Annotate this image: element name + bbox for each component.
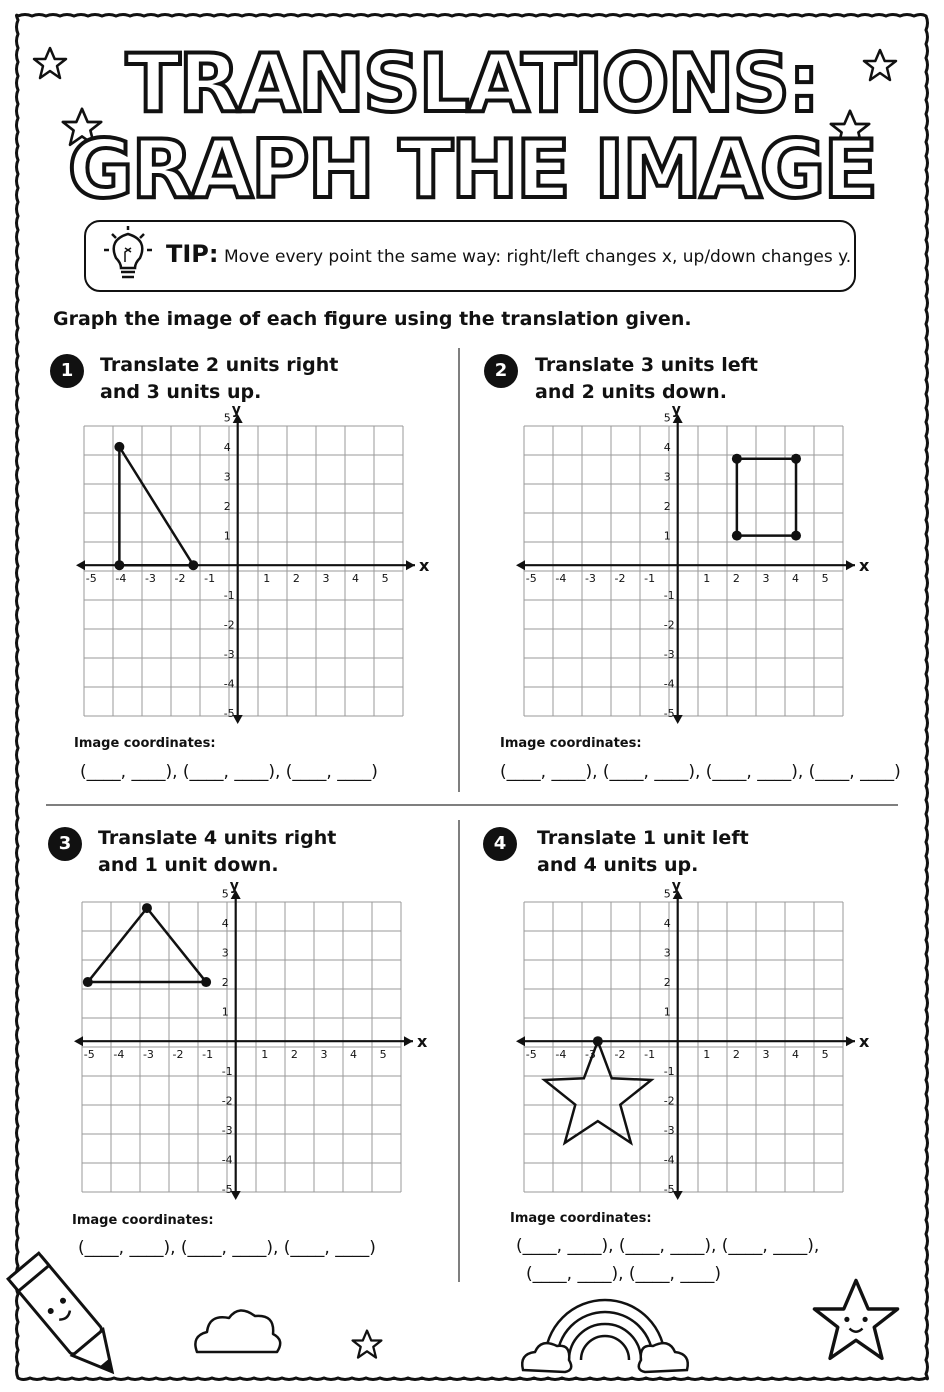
y-axis-label: y xyxy=(671,404,681,418)
problem-4-instruction xyxy=(537,825,749,879)
smiling-star-icon xyxy=(814,1280,897,1358)
x-tick-label: -1 xyxy=(644,1048,656,1062)
y-tick-label: 4 xyxy=(223,440,231,454)
x-tick-label: 4 xyxy=(350,1048,358,1062)
x-tick-label: 5 xyxy=(379,1048,387,1062)
problem-2-answer-line-1[interactable]: (____, ____), (____, ____), (____, ____), (____, ____) xyxy=(500,762,901,782)
vertex-point[interactable] xyxy=(201,977,211,987)
grid-lines xyxy=(524,902,843,1192)
vertex-point[interactable] xyxy=(142,903,152,913)
tip-text: Move every point the same way: right/left changes x, up/down changes y. xyxy=(224,247,852,267)
x-tick-label: 1 xyxy=(263,572,271,586)
problem-3-grid[interactable] xyxy=(70,880,432,1208)
problem-1-coord-label: Image coordinates: xyxy=(74,736,216,751)
problem-1-line-2: and 3 units up. xyxy=(100,381,262,403)
y-tick-label: -4 xyxy=(221,1153,233,1167)
x-tick-label: 4 xyxy=(792,572,800,586)
cloud-icon xyxy=(195,1310,280,1352)
y-tick-label: 4 xyxy=(663,440,671,454)
x-tick-label: -3 xyxy=(142,1048,154,1062)
problem-1-line-1: Translate 2 units right xyxy=(100,354,339,376)
problem-2-grid[interactable] xyxy=(512,404,874,732)
problem-3-line-1: Translate 4 units right xyxy=(98,827,337,849)
problem-3-line-2: and 1 unit down. xyxy=(98,854,279,876)
tip-label: TIP: xyxy=(166,240,219,268)
y-axis-label: y xyxy=(671,880,681,894)
y-axis-label: y xyxy=(231,404,241,418)
problem-4-answer-line-2[interactable]: (____, ____), (____, ____) xyxy=(526,1264,721,1284)
y-tick-label: -5 xyxy=(221,1183,233,1197)
x-tick-label: 2 xyxy=(292,572,300,586)
x-axis-arrow-left xyxy=(76,560,85,570)
y-tick-label: -5 xyxy=(223,707,235,721)
vertex-point[interactable] xyxy=(114,442,124,452)
pencil-icon xyxy=(8,1253,127,1384)
y-tick-label: -1 xyxy=(223,588,235,602)
y-tick-label: 3 xyxy=(663,470,671,484)
y-tick-label: 5 xyxy=(663,411,671,425)
vertex-point[interactable] xyxy=(732,454,742,464)
x-tick-label: 3 xyxy=(762,1048,770,1062)
x-axis-arrow-left xyxy=(516,560,525,570)
grid-lines xyxy=(82,902,401,1192)
x-axis-arrow xyxy=(404,1036,413,1046)
x-tick-label: -2 xyxy=(614,572,626,586)
y-tick-label: -5 xyxy=(663,707,675,721)
y-tick-label: 5 xyxy=(221,887,229,901)
x-tick-label: 3 xyxy=(322,572,330,586)
x-tick-label: 2 xyxy=(290,1048,298,1062)
problem-3-answer-line-1[interactable]: (____, ____), (____, ____), (____, ____) xyxy=(78,1238,376,1258)
y-tick-label: 1 xyxy=(221,1005,229,1019)
vertex-point[interactable] xyxy=(732,531,742,541)
x-tick-label: 2 xyxy=(732,572,740,586)
x-axis-arrow xyxy=(846,1036,855,1046)
title-line-1: TRANSLATIONS: xyxy=(125,37,819,130)
problem-2-line-1: Translate 3 units left xyxy=(535,354,758,376)
y-tick-label: -3 xyxy=(663,647,675,661)
problem-4-number: 4 xyxy=(483,827,517,861)
x-tick-label: -2 xyxy=(172,1048,184,1062)
x-tick-label: -1 xyxy=(204,572,216,586)
y-tick-label: -4 xyxy=(663,677,675,691)
x-tick-label: 2 xyxy=(732,1048,740,1062)
x-axis-label: x xyxy=(859,1032,870,1052)
x-tick-label: 1 xyxy=(261,1048,269,1062)
y-tick-label: 5 xyxy=(663,887,671,901)
x-axis-label: x xyxy=(419,556,430,576)
y-tick-label: -3 xyxy=(663,1123,675,1137)
y-tick-label: 5 xyxy=(223,411,231,425)
y-tick-label: -5 xyxy=(663,1183,675,1197)
x-axis-arrow xyxy=(846,560,855,570)
y-tick-label: -4 xyxy=(223,677,235,691)
x-tick-label: -5 xyxy=(525,572,537,586)
star-icon xyxy=(353,1331,382,1358)
x-tick-label: -5 xyxy=(83,1048,95,1062)
problem-1-answer-line-1[interactable]: (____, ____), (____, ____), (____, ____) xyxy=(80,762,378,782)
x-tick-label: -3 xyxy=(584,572,596,586)
y-tick-label: 3 xyxy=(223,470,231,484)
x-tick-label: -4 xyxy=(113,1048,125,1062)
y-tick-label: -3 xyxy=(221,1123,233,1137)
y-tick-label: -2 xyxy=(663,618,675,632)
x-axis-arrow-left xyxy=(516,1036,525,1046)
x-tick-label: 4 xyxy=(792,1048,800,1062)
x-tick-label: -2 xyxy=(174,572,186,586)
problem-1-grid[interactable] xyxy=(72,404,434,732)
y-tick-label: 1 xyxy=(663,529,671,543)
title-line-2: GRAPH THE IMAGE xyxy=(67,123,877,216)
x-axis-label: x xyxy=(417,1032,428,1052)
x-tick-label: 5 xyxy=(381,572,389,586)
y-tick-label: 2 xyxy=(221,976,229,990)
rainbow-icon xyxy=(522,1300,688,1372)
vertex-point[interactable] xyxy=(791,454,801,464)
vertex-point[interactable] xyxy=(114,560,124,570)
x-tick-label: -1 xyxy=(202,1048,214,1062)
x-tick-label: -4 xyxy=(555,1048,567,1062)
x-tick-label: -3 xyxy=(584,1048,596,1062)
y-tick-label: -3 xyxy=(223,647,235,661)
y-tick-label: -2 xyxy=(223,618,235,632)
problem-1-number: 1 xyxy=(50,354,84,388)
grid-lines xyxy=(84,426,403,716)
x-tick-label: -4 xyxy=(555,572,567,586)
x-tick-label: -4 xyxy=(115,572,127,586)
x-axis-arrow-left xyxy=(74,1036,83,1046)
problem-2-number: 2 xyxy=(484,354,518,388)
y-tick-label: -1 xyxy=(221,1064,233,1078)
problem-4-coord-label: Image coordinates: xyxy=(510,1211,652,1226)
triangle-shape xyxy=(119,447,193,565)
vertex-point[interactable] xyxy=(188,560,198,570)
x-tick-label: -5 xyxy=(525,1048,537,1062)
y-axis-label: y xyxy=(229,880,239,894)
y-tick-label: 2 xyxy=(663,976,671,990)
x-tick-label: -1 xyxy=(644,572,656,586)
triangle-shape xyxy=(88,908,206,982)
problem-3-coord-label: Image coordinates: xyxy=(72,1213,214,1228)
x-tick-label: 1 xyxy=(703,1048,711,1062)
y-tick-label: 2 xyxy=(663,500,671,514)
problem-3-number: 3 xyxy=(48,827,82,861)
y-tick-label: 4 xyxy=(221,916,229,930)
problem-2-coord-label: Image coordinates: xyxy=(500,736,642,751)
y-tick-label: -4 xyxy=(663,1153,675,1167)
vertex-point[interactable] xyxy=(593,1036,603,1046)
problem-2-instruction xyxy=(535,352,758,406)
x-tick-label: -3 xyxy=(144,572,156,586)
x-tick-label: 3 xyxy=(762,572,770,586)
y-tick-label: 4 xyxy=(663,916,671,930)
problem-2-line-2: and 2 units down. xyxy=(535,381,727,403)
y-tick-label: -1 xyxy=(663,588,675,602)
y-tick-label: -1 xyxy=(663,1064,675,1078)
x-axis-arrow xyxy=(406,560,415,570)
y-tick-label: 1 xyxy=(663,1005,671,1019)
y-tick-label: 2 xyxy=(223,500,231,514)
instruction: Graph the image of each figure using the translation given. xyxy=(53,308,692,330)
x-axis-label: x xyxy=(859,556,870,576)
problem-4-line-1: Translate 1 unit left xyxy=(537,827,749,849)
problem-3-instruction xyxy=(98,825,336,879)
x-tick-label: 5 xyxy=(821,572,829,586)
tip-box xyxy=(84,220,856,292)
x-tick-label: 3 xyxy=(320,1048,328,1062)
x-tick-label: -2 xyxy=(614,1048,626,1062)
y-tick-label: 3 xyxy=(221,946,229,960)
x-tick-label: 4 xyxy=(352,572,360,586)
y-tick-label: -2 xyxy=(221,1094,233,1108)
x-tick-label: -5 xyxy=(85,572,97,586)
problem-4-grid[interactable] xyxy=(512,880,874,1208)
problem-1-instruction xyxy=(100,352,338,406)
y-tick-label: -2 xyxy=(663,1094,675,1108)
problem-4-answer-line-1[interactable]: (____, ____), (____, ____), (____, ____), xyxy=(516,1236,820,1256)
y-tick-label: 1 xyxy=(223,529,231,543)
rectangle-shape xyxy=(737,459,796,536)
problem-4-line-2: and 4 units up. xyxy=(537,854,699,876)
vertex-point[interactable] xyxy=(791,531,801,541)
x-tick-label: 5 xyxy=(821,1048,829,1062)
vertex-point[interactable] xyxy=(83,977,93,987)
x-tick-label: 1 xyxy=(703,572,711,586)
y-tick-label: 3 xyxy=(663,946,671,960)
